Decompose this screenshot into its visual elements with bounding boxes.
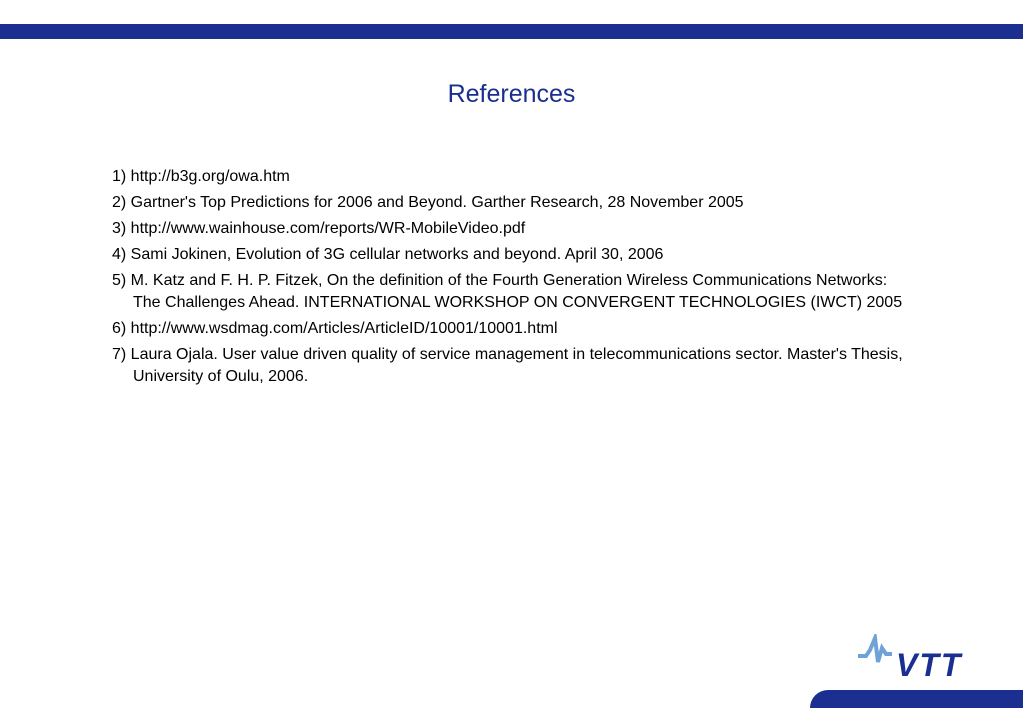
reference-list	[112, 166, 912, 392]
reference-item: 4) Sami Jokinen, Evolution of 3G cellular networks and beyond. April 30, 2006	[112, 246, 664, 263]
bottom-footer-bar	[810, 690, 1023, 708]
page-title: References	[447, 80, 576, 108]
vtt-logo-icon	[856, 634, 980, 680]
reference-item: 3) http://www.wainhouse.com/reports/WR-MobileVideo.pdf	[112, 220, 526, 237]
reference-item: 7) Laura Ojala. User value driven quality of service management in telecommunications sector. Master's Thesis, University of Oulu, 2006.	[112, 346, 903, 385]
reference-item: 5) M. Katz and F. H. P. Fitzek, On the definition of the Fourth Generation Wireless Communications Networks: The Challenges Ahead. INTERNATIONAL WORKSHOP ON CONVERGENT TECHNOLOGIES (IWCT) 2005	[112, 272, 903, 311]
top-header-bar	[0, 24, 1023, 39]
vtt-logo-text: VTT	[896, 647, 963, 680]
reference-item: 2) Gartner's Top Predictions for 2006 and Beyond. Garther Research, 28 November 2005	[112, 194, 744, 211]
reference-item: 6) http://www.wsdmag.com/Articles/ArticleID/10001/10001.html	[112, 320, 558, 337]
reference-item: 1) http://b3g.org/owa.htm	[112, 168, 290, 185]
